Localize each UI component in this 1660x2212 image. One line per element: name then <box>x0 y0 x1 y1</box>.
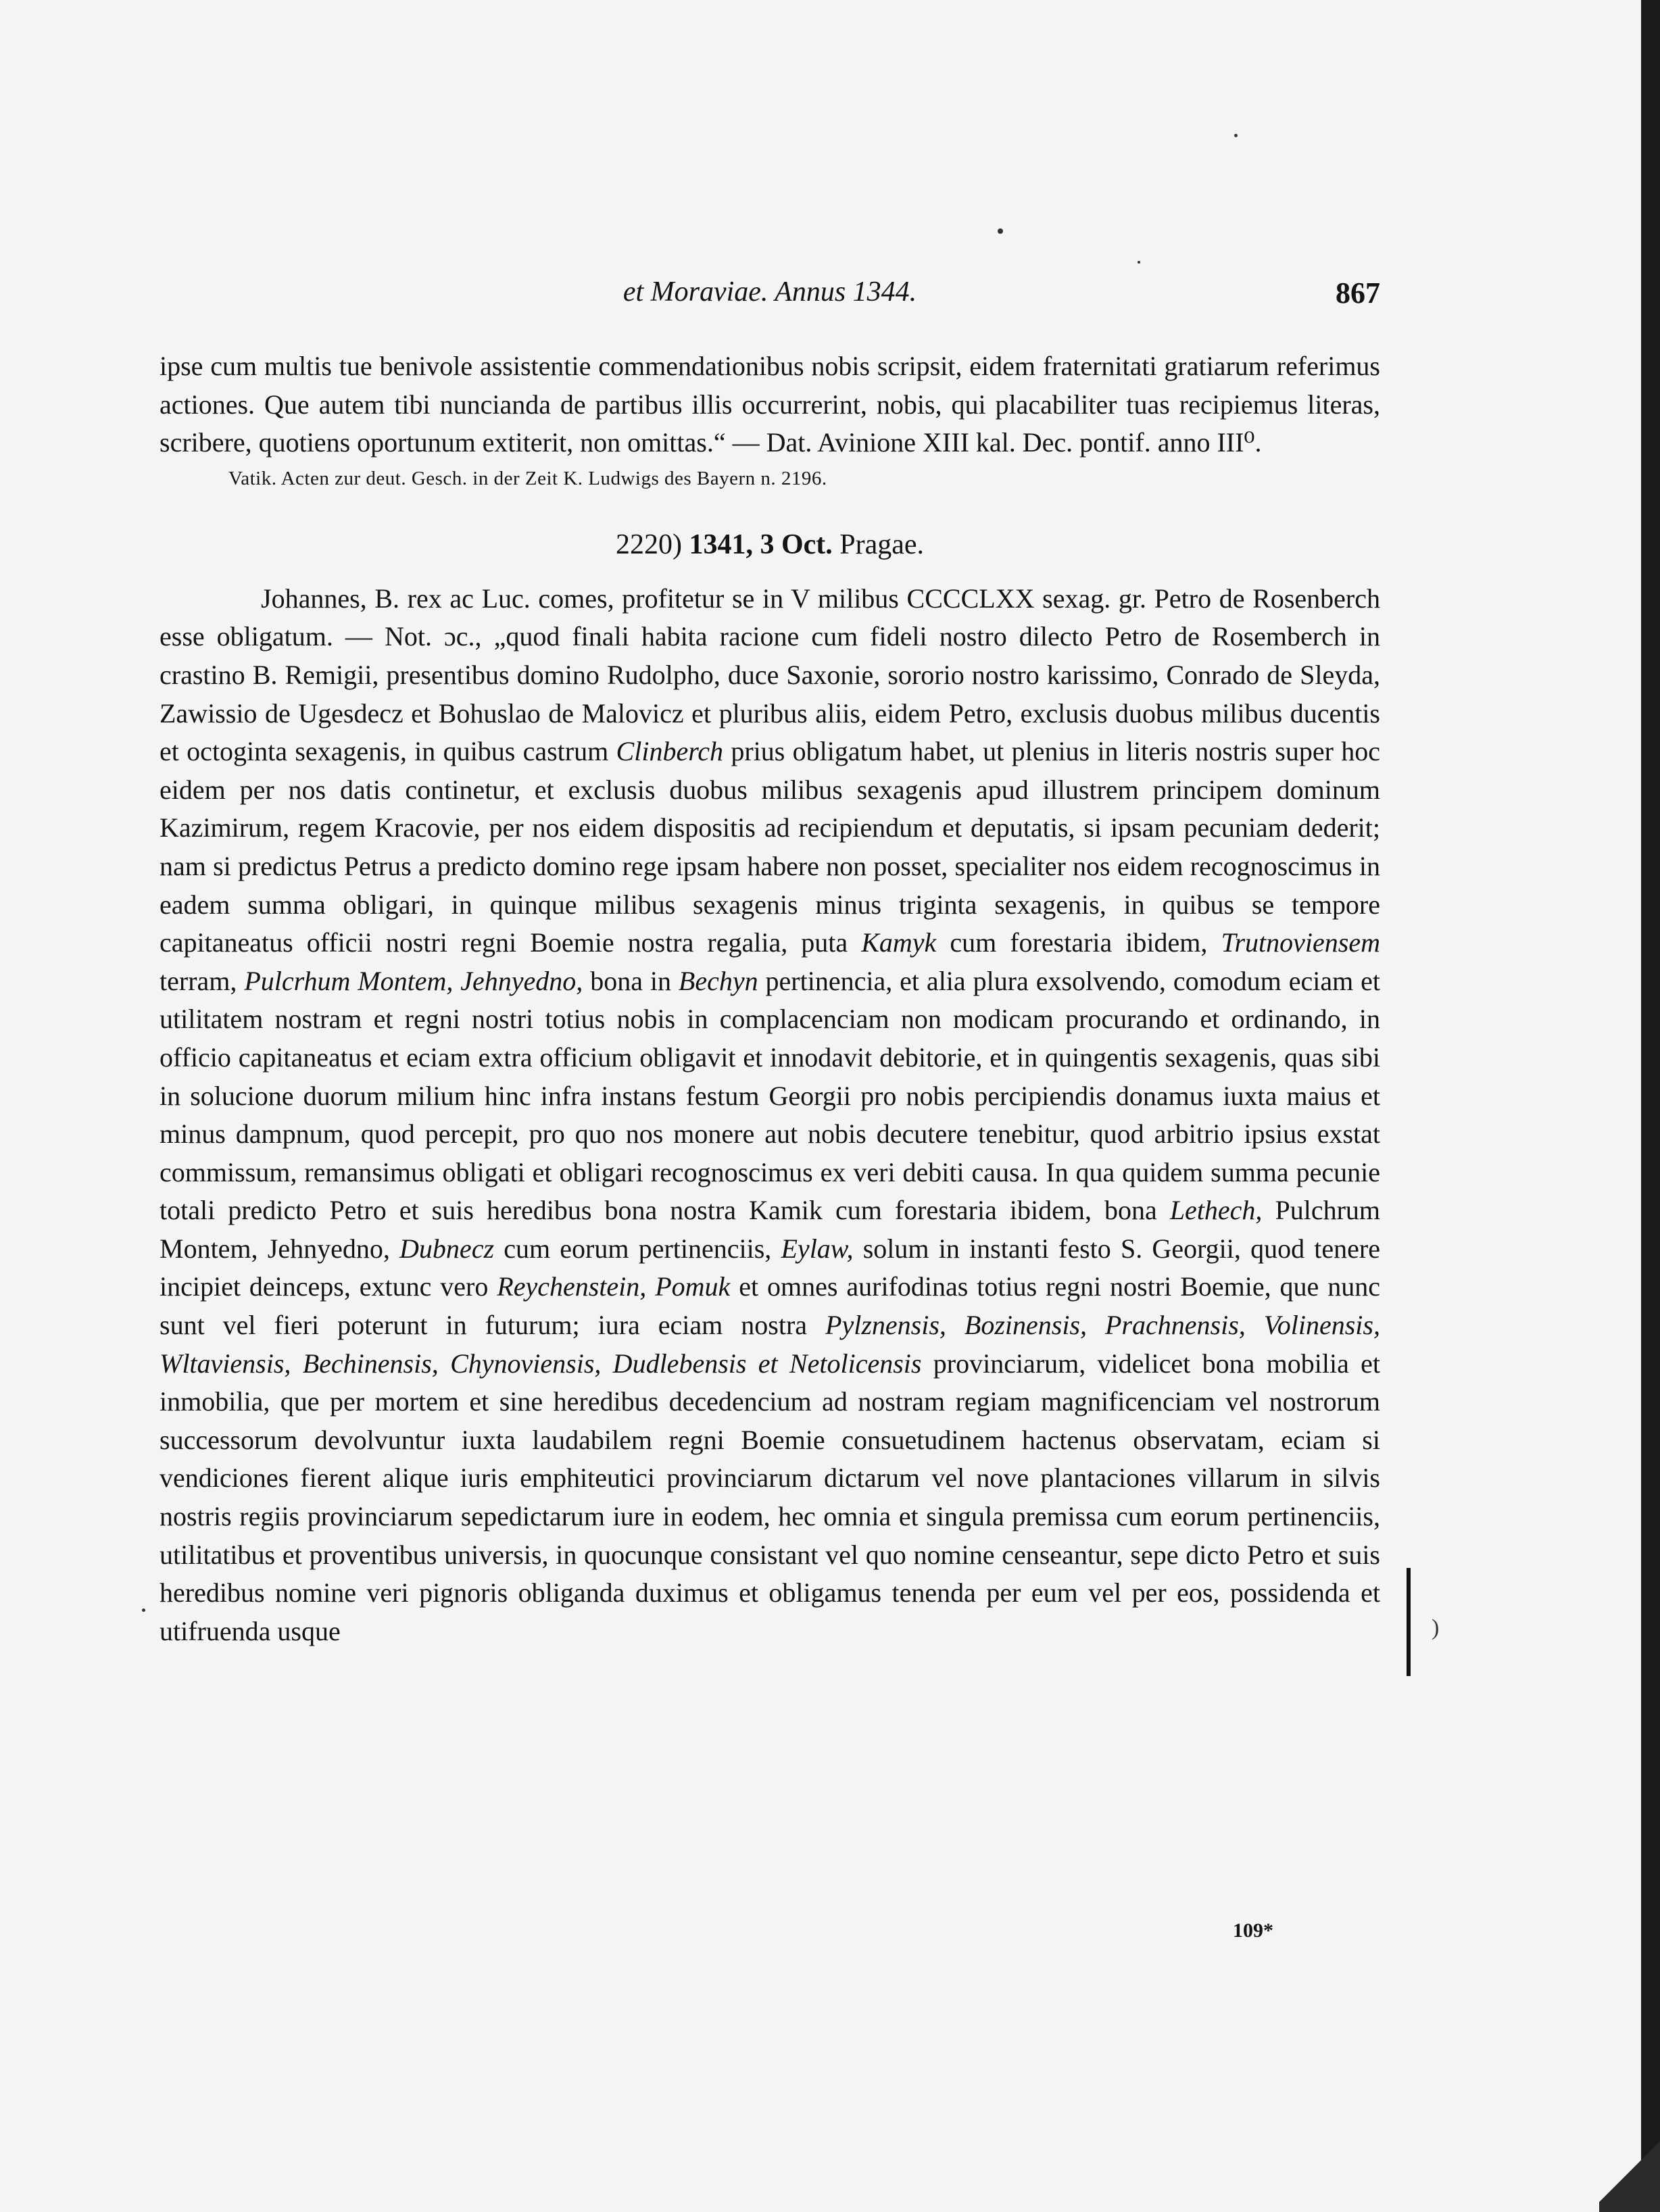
body-text: Johannes, B. rex ac Luc. comes, profitetur se in V milibus CCCCLXX sexag. gr. Petro de Rosenberch esse obligatum. — Not. ɔc., „quod finali habita racione cum fideli nostro dilecto Petro de Rosemberch in crastino B. Remigii, presentibus domino Rudolpho, duce Saxonie, sororio nostro karissimo, Conrado de Sleyda, Zawissio de Ugesdecz et Bohuslao de Malovicz et pluribus aliis, eidem Petro, exclusis duobus milibus ducentis et octoginta sexagenis, in quibus castrum <box>160 583 1380 767</box>
dust-speck <box>998 228 1003 234</box>
body-italic-place: Lethech, <box>1169 1195 1263 1226</box>
source-note: Vatik. Acten zur deut. Gesch. in der Zeit K. Ludwigs des Bayern n. 2196. <box>228 467 827 489</box>
margin-mark-paren: ) <box>1432 1615 1440 1640</box>
body-text: pertinencia, et alia plura exsolvendo, comodum eciam et utilitatem nostram et regni nostri totius nobis in complacenciam non modicam procurando et ordinando, in officio capitaneatus et eciam extra officium obligavit et innodavit debitorie, et in quingentis sexagenis, quas sibi in solucione duorum milium hinc infra instans festum Georgii pro nobis percipiendis donamus iuxta maius et minus dampnum, quod percepit, pro quo nos monere aut nobis decutere tenebitur, quod arbitrio ipsius exstat commissum, remansimus obligati et obligari recognoscimus ex veri debiti causa. In qua quidem summa pecunie totali predicto Petro et suis heredibus bona nostra Kamik cum forestaria ibidem, bona <box>160 965 1380 1226</box>
document-heading <box>160 524 1380 565</box>
body-italic-place: Pulcrhum Montem, Jehnyedno, <box>244 965 583 996</box>
dust-speck <box>142 1608 145 1612</box>
document-body <box>160 580 1380 1651</box>
page-number: 867 <box>1336 276 1380 310</box>
body-text: bona in <box>583 965 679 996</box>
body-italic-place: Eylaw, <box>781 1233 854 1264</box>
body-text: prius obligatum habet, ut plenius in literis nostris super hoc eidem per nos datis continetur, et exclusis duobus milibus sexagenis apud illustrem principem dominum Kazimirum, regem Kracovie, per nos eidem dispositis ad recipiendum et deputatis, si ipsam pecuniam dederit; nam si predictus Petrus a predicto domino rege ipsam habere non posset, specialiter nos eidem recognoscimus in eadem summa obligari, in quinque milibus sexagenis minus triginta sexagenis, in quibus se tempore capitaneatus officii nostri regni Boemie nostra regalia, puta <box>160 736 1380 958</box>
body-italic-place: Dubnecz <box>399 1233 495 1264</box>
document-place: Pragae. <box>839 529 925 560</box>
body-italic-place: Trutnoviensem <box>1221 927 1380 958</box>
body-italic-place: Bechyn <box>678 965 758 996</box>
document-number: 2220) <box>615 529 682 560</box>
body-italic-place: Reychenstein, Pomuk <box>497 1271 731 1302</box>
continued-paragraph: ipse cum multis tue benivole assistentie commendationibus nobis scripsit, eidem fraternitati gratiarum referimus actiones. Que autem tibi nuncianda de partibus illis occurrerint, nobis, qui placabiliter tuas recipiemus literas, scribere, quotiens oportunum extiterit, non omittas.“ — Dat. Avinione XIII kal. Dec. pontif. anno III⁰. <box>160 351 1380 458</box>
body-text: provinciarum, videlicet bona mobilia et inmobilia, que per mortem et sine heredibus decedencium ad nostram regiam magnificenciam vel nostrorum successorum devolvuntur iuxta laudabilem regni Boemie consuetudinem hactenus observatam, eciam si vendiciones fierent alique iuris emphiteutici provinciarum dictarum vel nove plantaciones villarum in silvis nostris regiis provinciarum sepedictarum iure in eodem, hec omnia et singula premissa cum eorum pertinenciis, utilitatibus et proventibus universis, in quocunque consistant vel quo nomine censeantur, sepe dicto Petro et suis heredibus nomine veri pignoris obliganda duximus et obligamus tenenda per eum vel per eos, possidenda et utifruenda usque <box>160 1348 1381 1646</box>
body-text: cum eorum pertinenciis, <box>494 1233 781 1264</box>
body-text: solum in instanti festo S. Georgii, quod tenere incipiet deinceps, extunc vero <box>160 1233 1381 1302</box>
body-italic-place: Clinberch <box>616 736 724 767</box>
dust-speck <box>1138 261 1140 264</box>
document-date: 1341, 3 Oct. <box>689 529 833 560</box>
page-edge-shadow <box>1641 0 1660 2212</box>
running-title: et Moraviae. Annus 1344. <box>622 276 917 308</box>
dust-speck <box>1234 134 1238 137</box>
body-text: terram, <box>160 965 245 996</box>
body-italic-place: Kamyk <box>861 927 937 958</box>
body-italic-place: Pylznensis, Bozinensis, Prachnensis, Volinensis, Wltaviensis, Bechinensis, Chynoviensis, Dudlebensis et Netolicensis <box>160 1310 1380 1379</box>
body-text: Pulchrum Montem, Jehnyedno, <box>160 1195 1381 1264</box>
margin-mark-bar <box>1407 1568 1411 1676</box>
body-text: et omnes aurifodinas totius regni nostri Boemie, que nunc sunt vel fieri poterunt in futurum; iura eciam nostra <box>160 1271 1380 1341</box>
page-corner-curl <box>1599 2131 1660 2212</box>
signature-mark: 109* <box>1233 1919 1273 1942</box>
body-text: cum forestaria ibidem, <box>936 927 1221 958</box>
text-block <box>160 347 1380 1650</box>
running-head <box>160 276 1380 316</box>
